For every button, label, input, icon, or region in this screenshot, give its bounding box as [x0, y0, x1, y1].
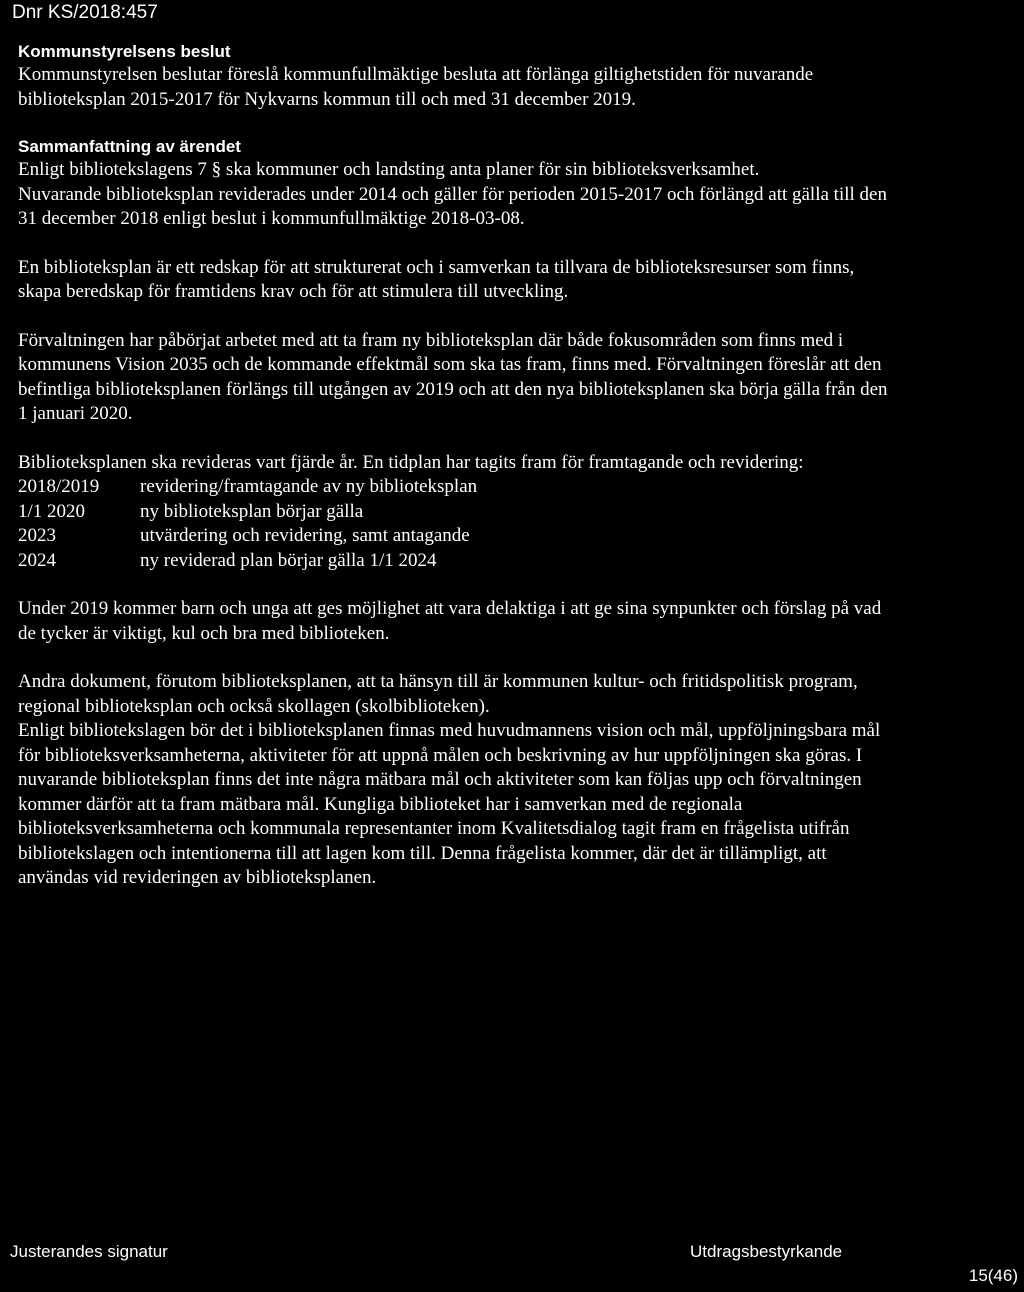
decision-heading: Kommunstyrelsens beslut [18, 42, 231, 61]
timeline-text: ny biblioteksplan börjar gälla [140, 500, 364, 522]
summary-paragraph-2: Nuvarande biblioteksplan reviderades under 2014 och gäller för perioden 2015-2017 och förlängd att gälla till den 31 december 2018 enligt beslut i kommunfullmäktige 2018-03-08. [18, 183, 887, 229]
summary-heading: Sammanfattning av ärendet [18, 137, 241, 156]
timeline-text: ny reviderad plan börjar gälla 1/1 2024 [140, 549, 437, 571]
summary-paragraph-6: Under 2019 kommer barn och unga att ges möjlighet att vara delaktiga i att ge sina synpunkter och förslag på vad de tycker är viktigt, kul och bra med biblioteken. [18, 598, 882, 644]
timeline-row [18, 524, 898, 549]
certification-label: Utdragsbestyrkande [690, 1242, 843, 1261]
timeline-date: 2018/2019 [18, 476, 100, 497]
timeline-date: 2023 [18, 525, 56, 546]
document-number: Dnr KS/2018:457 [12, 2, 158, 23]
summary-paragraph-7: Andra dokument, förutom biblioteksplanen, att ta hänsyn till är kommunen kultur- och fritidspolitisk program, regional biblioteksplan och också skollagen (skolbiblioteken). [18, 671, 858, 717]
timeline-row [18, 500, 898, 525]
summary-paragraph-1: Enligt bibliotekslagens 7 § ska kommuner och landsting anta planer för sin biblioteksverksamhet. [18, 159, 760, 180]
timeline-row [18, 549, 898, 574]
timeline-text: utvärdering och revidering, samt antagande [140, 525, 470, 546]
decision-text: Kommunstyrelsen beslutar föreslå kommunfullmäktige besluta att förlänga giltighetstiden för nuvarande biblioteksplan 2015-2017 för Nykvarns kommun till och med 31 december 2019. [18, 64, 814, 110]
timeline-row [18, 475, 898, 500]
timeline-text: revidering/framtagande av ny biblioteksplan [140, 476, 478, 497]
summary-paragraph-5: Biblioteksplanen ska revideras vart fjärde år. En tidplan har tagits fram för framtagande och revidering: [18, 451, 804, 473]
timeline-table [18, 475, 898, 573]
timeline-date: 1/1 2020 [18, 500, 86, 522]
summary-paragraph-8: Enligt bibliotekslagen bör det i biblioteksplanen finnas med huvudmannens vision och mål, uppföljningsbara mål för biblioteksverksamheterna, aktiviteter för att uppnå målen och beskrivning av hur uppföljningen ska göras. I nuvarande biblioteksplan finns det inte några mätbara mål och aktiviteter som kan följas upp och förvaltningen kommer därför att ta fram mätbara mål. Kungliga biblioteket har i samverkan med de regionala biblioteksverksamheterna och kommunala representanter inom Kvalitetsdialog tagit fram en frågelista utifrån bibliotekslagen och intentionerna till att lagen kom till. Denna frågelista kommer, där det är tillämpligt, att användas vid revideringen av biblioteksplanen. [18, 720, 881, 888]
signature-label: Justerandes signatur [10, 1242, 168, 1261]
page-number: 15(46) [968, 1266, 1018, 1285]
summary-paragraph-3: En biblioteksplan är ett redskap för att strukturerat och i samverkan ta tillvara de biblioteksresurser som finns, skapa beredskap för framtidens krav och för att stimulera till utveckling. [18, 256, 855, 302]
timeline-date: 2024 [18, 549, 56, 571]
summary-paragraph-4: Förvaltningen har påbörjat arbetet med att ta fram ny biblioteksplan där både fokusområden som finns med i kommunens Vision 2035 och de kommande effektmål som ska tas fram, finns med. Förvaltningen föreslår att den befintliga biblioteksplanen förlängs till utgången av 2019 och att den nya biblioteksplanen ska börja gälla från den 1 januari 2020. [18, 329, 888, 424]
document-body [18, 41, 898, 891]
